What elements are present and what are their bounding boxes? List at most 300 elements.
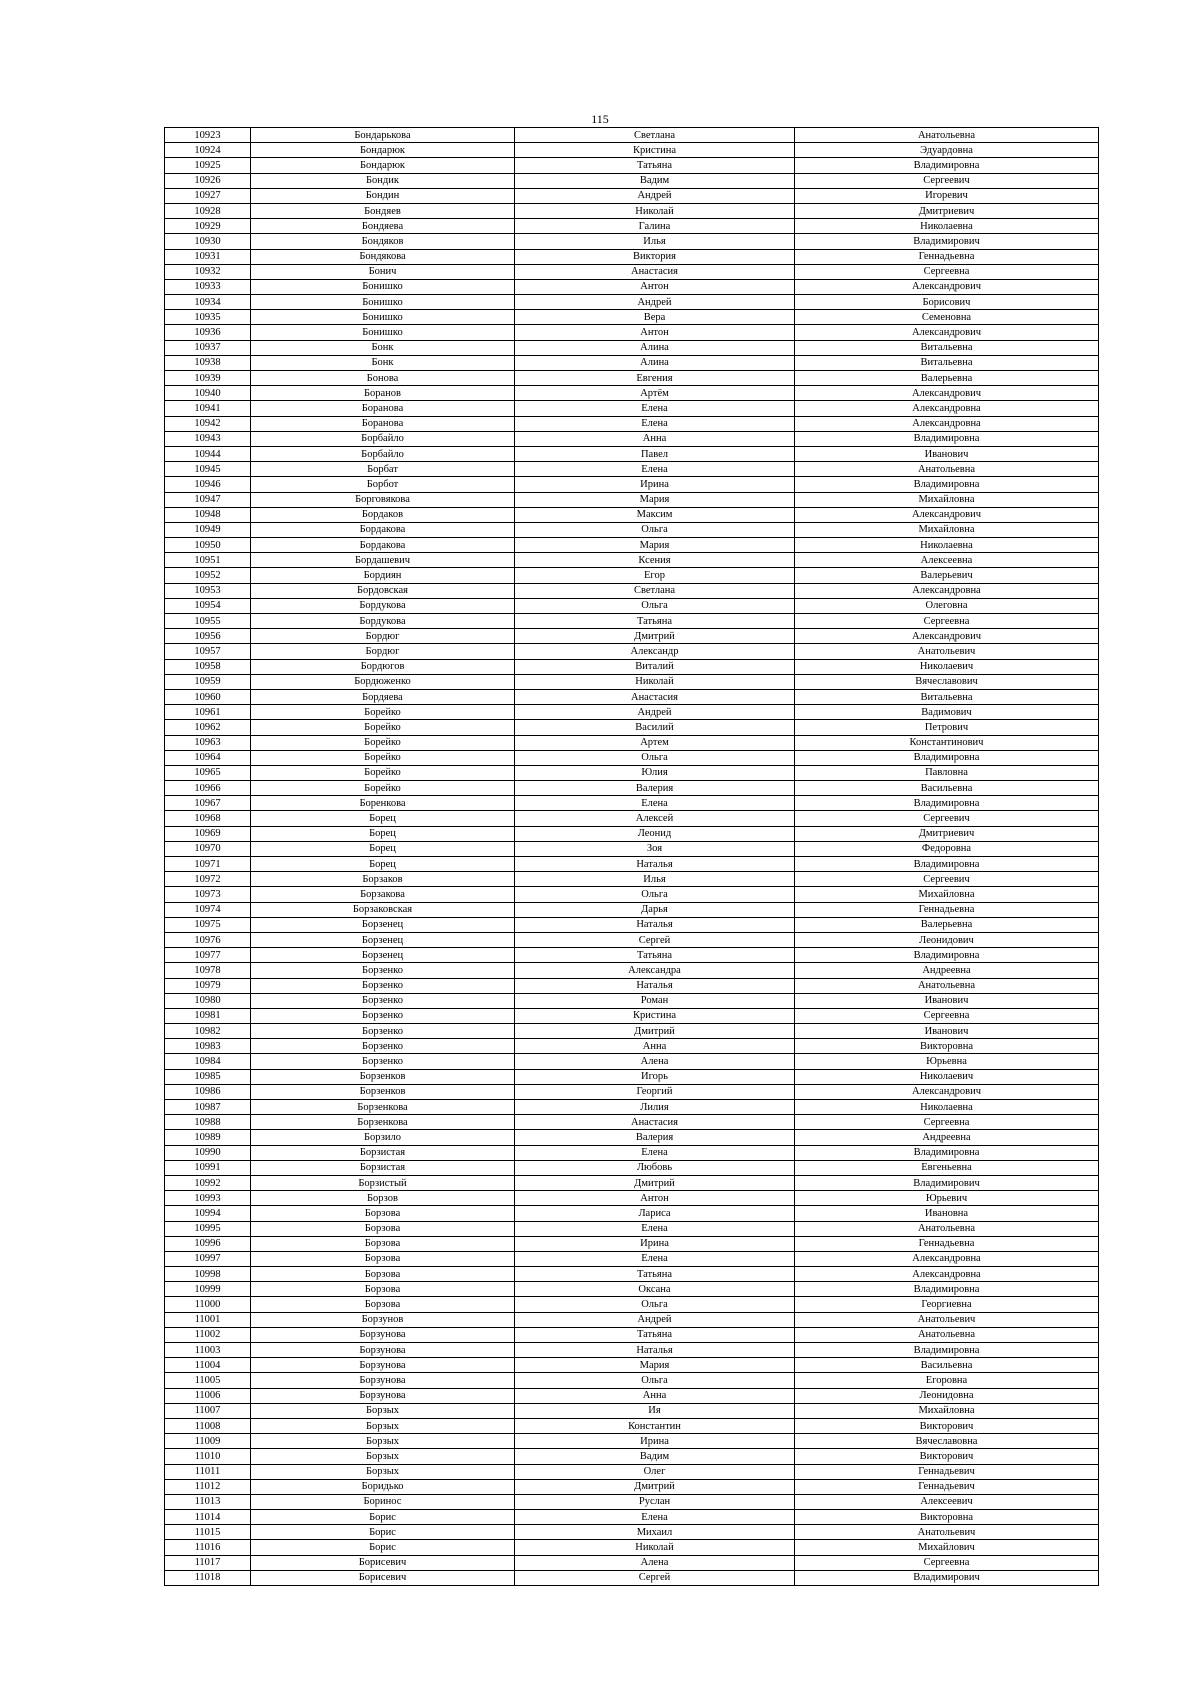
last-name-cell: Борзунов bbox=[251, 1312, 515, 1327]
first-name-cell: Лариса bbox=[515, 1206, 795, 1221]
record-number-cell: 10948 bbox=[165, 507, 251, 522]
first-name-cell: Егор bbox=[515, 568, 795, 583]
record-number-cell: 10932 bbox=[165, 264, 251, 279]
last-name-cell: Бордашевич bbox=[251, 553, 515, 568]
first-name-cell: Ольга bbox=[515, 887, 795, 902]
patronymic-cell: Александровна bbox=[795, 1267, 1099, 1282]
record-number-cell: 10944 bbox=[165, 446, 251, 461]
last-name-cell: Бонова bbox=[251, 371, 515, 386]
patronymic-cell: Юрьевич bbox=[795, 1191, 1099, 1206]
last-name-cell: Борец bbox=[251, 811, 515, 826]
record-number-cell: 10994 bbox=[165, 1206, 251, 1221]
last-name-cell: Бондарькова bbox=[251, 128, 515, 143]
patronymic-cell: Анатольевна bbox=[795, 1221, 1099, 1236]
record-number-cell: 10998 bbox=[165, 1267, 251, 1282]
first-name-cell: Ольга bbox=[515, 750, 795, 765]
record-number-cell: 11008 bbox=[165, 1418, 251, 1433]
record-number-cell: 11014 bbox=[165, 1510, 251, 1525]
last-name-cell: Борзых bbox=[251, 1403, 515, 1418]
first-name-cell: Ия bbox=[515, 1403, 795, 1418]
table-row bbox=[165, 158, 1099, 173]
table-row bbox=[165, 1130, 1099, 1145]
record-number-cell: 10953 bbox=[165, 583, 251, 598]
last-name-cell: Борзенец bbox=[251, 948, 515, 963]
record-number-cell: 11006 bbox=[165, 1388, 251, 1403]
last-name-cell: Борговякова bbox=[251, 492, 515, 507]
patronymic-cell: Борисович bbox=[795, 295, 1099, 310]
table-row bbox=[165, 1312, 1099, 1327]
table-row bbox=[165, 279, 1099, 294]
patronymic-cell: Эдуардовна bbox=[795, 143, 1099, 158]
last-name-cell: Борзых bbox=[251, 1464, 515, 1479]
patronymic-cell: Валерьевна bbox=[795, 371, 1099, 386]
record-number-cell: 10959 bbox=[165, 674, 251, 689]
record-number-cell: 11004 bbox=[165, 1358, 251, 1373]
last-name-cell: Бордюг bbox=[251, 644, 515, 659]
record-number-cell: 11000 bbox=[165, 1297, 251, 1312]
table-row bbox=[165, 1373, 1099, 1388]
table-row bbox=[165, 477, 1099, 492]
first-name-cell: Светлана bbox=[515, 583, 795, 598]
patronymic-cell: Анатольевна bbox=[795, 1327, 1099, 1342]
patronymic-cell: Георгиевна bbox=[795, 1297, 1099, 1312]
table-row bbox=[165, 1206, 1099, 1221]
patronymic-cell: Владимировна bbox=[795, 750, 1099, 765]
patronymic-cell: Сергеевна bbox=[795, 614, 1099, 629]
patronymic-cell: Александровна bbox=[795, 1251, 1099, 1266]
patronymic-cell: Викторовна bbox=[795, 1510, 1099, 1525]
table-row bbox=[165, 872, 1099, 887]
record-number-cell: 10995 bbox=[165, 1221, 251, 1236]
patronymic-cell: Олеговна bbox=[795, 598, 1099, 613]
record-number-cell: 10990 bbox=[165, 1145, 251, 1160]
record-number-cell: 10940 bbox=[165, 386, 251, 401]
first-name-cell: Татьяна bbox=[515, 158, 795, 173]
first-name-cell: Сергей bbox=[515, 1570, 795, 1585]
record-number-cell: 10970 bbox=[165, 841, 251, 856]
first-name-cell: Галина bbox=[515, 219, 795, 234]
record-number-cell: 10982 bbox=[165, 1024, 251, 1039]
last-name-cell: Борис bbox=[251, 1525, 515, 1540]
record-number-cell: 10928 bbox=[165, 203, 251, 218]
last-name-cell: Бондин bbox=[251, 188, 515, 203]
last-name-cell: Бонишко bbox=[251, 295, 515, 310]
record-number-cell: 10946 bbox=[165, 477, 251, 492]
record-number-cell: 10989 bbox=[165, 1130, 251, 1145]
record-number-cell: 11005 bbox=[165, 1373, 251, 1388]
record-number-cell: 10942 bbox=[165, 416, 251, 431]
first-name-cell: Дмитрий bbox=[515, 1175, 795, 1190]
table-row bbox=[165, 492, 1099, 507]
patronymic-cell: Ивановна bbox=[795, 1206, 1099, 1221]
patronymic-cell: Леонидович bbox=[795, 932, 1099, 947]
first-name-cell: Антон bbox=[515, 1191, 795, 1206]
last-name-cell: Борейко bbox=[251, 705, 515, 720]
last-name-cell: Борбот bbox=[251, 477, 515, 492]
table-row bbox=[165, 1525, 1099, 1540]
table-row bbox=[165, 932, 1099, 947]
table-row bbox=[165, 948, 1099, 963]
last-name-cell: Бондяев bbox=[251, 203, 515, 218]
first-name-cell: Андрей bbox=[515, 1312, 795, 1327]
record-number-cell: 10938 bbox=[165, 355, 251, 370]
record-number-cell: 10971 bbox=[165, 857, 251, 872]
last-name-cell: Борзенко bbox=[251, 1024, 515, 1039]
first-name-cell: Анна bbox=[515, 431, 795, 446]
first-name-cell: Сергей bbox=[515, 932, 795, 947]
last-name-cell: Борзова bbox=[251, 1221, 515, 1236]
last-name-cell: Борисевич bbox=[251, 1570, 515, 1585]
table-row bbox=[165, 720, 1099, 735]
first-name-cell: Алина bbox=[515, 355, 795, 370]
patronymic-cell: Владимировна bbox=[795, 1343, 1099, 1358]
first-name-cell: Василий bbox=[515, 720, 795, 735]
first-name-cell: Дмитрий bbox=[515, 629, 795, 644]
first-name-cell: Анастасия bbox=[515, 689, 795, 704]
first-name-cell: Руслан bbox=[515, 1494, 795, 1509]
first-name-cell: Мария bbox=[515, 538, 795, 553]
patronymic-cell: Сергеевич bbox=[795, 173, 1099, 188]
first-name-cell: Наталья bbox=[515, 917, 795, 932]
last-name-cell: Борзенец bbox=[251, 917, 515, 932]
last-name-cell: Бонк bbox=[251, 340, 515, 355]
patronymic-cell: Анатольевич bbox=[795, 1525, 1099, 1540]
last-name-cell: Борец bbox=[251, 841, 515, 856]
table-row bbox=[165, 188, 1099, 203]
record-number-cell: 10965 bbox=[165, 765, 251, 780]
last-name-cell: Бордакова bbox=[251, 538, 515, 553]
patronymic-cell: Витальевна bbox=[795, 355, 1099, 370]
record-number-cell: 11002 bbox=[165, 1327, 251, 1342]
last-name-cell: Бордаков bbox=[251, 507, 515, 522]
record-number-cell: 11009 bbox=[165, 1434, 251, 1449]
last-name-cell: Борец bbox=[251, 857, 515, 872]
table-row bbox=[165, 1358, 1099, 1373]
first-name-cell: Алексей bbox=[515, 811, 795, 826]
patronymic-cell: Александрович bbox=[795, 386, 1099, 401]
record-number-cell: 10950 bbox=[165, 538, 251, 553]
first-name-cell: Ольга bbox=[515, 598, 795, 613]
first-name-cell: Елена bbox=[515, 401, 795, 416]
patronymic-cell: Васильевна bbox=[795, 1358, 1099, 1373]
last-name-cell: Борзенко bbox=[251, 993, 515, 1008]
last-name-cell: Бордовская bbox=[251, 583, 515, 598]
record-number-cell: 10969 bbox=[165, 826, 251, 841]
first-name-cell: Виктория bbox=[515, 249, 795, 264]
patronymic-cell: Геннадьевич bbox=[795, 1464, 1099, 1479]
first-name-cell: Елена bbox=[515, 1510, 795, 1525]
table-row bbox=[165, 583, 1099, 598]
record-number-cell: 10954 bbox=[165, 598, 251, 613]
table-row bbox=[165, 1418, 1099, 1433]
first-name-cell: Валерия bbox=[515, 1130, 795, 1145]
record-number-cell: 10925 bbox=[165, 158, 251, 173]
first-name-cell: Светлана bbox=[515, 128, 795, 143]
last-name-cell: Борзакова bbox=[251, 887, 515, 902]
last-name-cell: Борис bbox=[251, 1510, 515, 1525]
last-name-cell: Бордукова bbox=[251, 598, 515, 613]
patronymic-cell: Анатольевич bbox=[795, 644, 1099, 659]
patronymic-cell: Андреевна bbox=[795, 963, 1099, 978]
first-name-cell: Татьяна bbox=[515, 1327, 795, 1342]
last-name-cell: Борбайло bbox=[251, 446, 515, 461]
table-row bbox=[165, 568, 1099, 583]
last-name-cell: Боридько bbox=[251, 1479, 515, 1494]
record-number-cell: 10993 bbox=[165, 1191, 251, 1206]
table-row bbox=[165, 1570, 1099, 1585]
first-name-cell: Елена bbox=[515, 796, 795, 811]
first-name-cell: Николай bbox=[515, 674, 795, 689]
last-name-cell: Борзистая bbox=[251, 1160, 515, 1175]
table-row bbox=[165, 765, 1099, 780]
record-number-cell: 10966 bbox=[165, 781, 251, 796]
last-name-cell: Бонишко bbox=[251, 325, 515, 340]
table-row bbox=[165, 993, 1099, 1008]
last-name-cell: Борзых bbox=[251, 1418, 515, 1433]
patronymic-cell: Александровна bbox=[795, 583, 1099, 598]
first-name-cell: Олег bbox=[515, 1464, 795, 1479]
patronymic-cell: Федоровна bbox=[795, 841, 1099, 856]
table-row bbox=[165, 1100, 1099, 1115]
last-name-cell: Бордукова bbox=[251, 614, 515, 629]
last-name-cell: Боранова bbox=[251, 416, 515, 431]
record-number-cell: 11017 bbox=[165, 1555, 251, 1570]
table-row bbox=[165, 416, 1099, 431]
last-name-cell: Борзенко bbox=[251, 1039, 515, 1054]
patronymic-cell: Анатольевна bbox=[795, 462, 1099, 477]
table-row bbox=[165, 234, 1099, 249]
table-row bbox=[165, 264, 1099, 279]
first-name-cell: Георгий bbox=[515, 1084, 795, 1099]
first-name-cell: Анна bbox=[515, 1039, 795, 1054]
last-name-cell: Борец bbox=[251, 826, 515, 841]
table-row bbox=[165, 1388, 1099, 1403]
first-name-cell: Ксения bbox=[515, 553, 795, 568]
last-name-cell: Бондарюк bbox=[251, 143, 515, 158]
patronymic-cell: Александрович bbox=[795, 1084, 1099, 1099]
table-row bbox=[165, 538, 1099, 553]
table-row bbox=[165, 325, 1099, 340]
record-number-cell: 10967 bbox=[165, 796, 251, 811]
record-number-cell: 11015 bbox=[165, 1525, 251, 1540]
last-name-cell: Бонич bbox=[251, 264, 515, 279]
last-name-cell: Бонк bbox=[251, 355, 515, 370]
patronymic-cell: Владимировна bbox=[795, 857, 1099, 872]
patronymic-cell: Семеновна bbox=[795, 310, 1099, 325]
record-number-cell: 11011 bbox=[165, 1464, 251, 1479]
patronymic-cell: Дмитриевич bbox=[795, 203, 1099, 218]
first-name-cell: Артём bbox=[515, 386, 795, 401]
first-name-cell: Наталья bbox=[515, 857, 795, 872]
record-number-cell: 10984 bbox=[165, 1054, 251, 1069]
record-number-cell: 10976 bbox=[165, 932, 251, 947]
last-name-cell: Бордиян bbox=[251, 568, 515, 583]
table-row bbox=[165, 143, 1099, 158]
patronymic-cell: Владимировна bbox=[795, 431, 1099, 446]
last-name-cell: Борейко bbox=[251, 750, 515, 765]
last-name-cell: Борзенков bbox=[251, 1069, 515, 1084]
last-name-cell: Борзенко bbox=[251, 1054, 515, 1069]
record-number-cell: 11012 bbox=[165, 1479, 251, 1494]
table-row bbox=[165, 1267, 1099, 1282]
record-number-cell: 10934 bbox=[165, 295, 251, 310]
record-number-cell: 10945 bbox=[165, 462, 251, 477]
patronymic-cell: Владимирович bbox=[795, 1570, 1099, 1585]
last-name-cell: Борзунова bbox=[251, 1358, 515, 1373]
table-row bbox=[165, 1115, 1099, 1130]
first-name-cell: Кристина bbox=[515, 1008, 795, 1023]
patronymic-cell: Александрович bbox=[795, 325, 1099, 340]
last-name-cell: Бондарюк bbox=[251, 158, 515, 173]
page-number: 115 bbox=[591, 112, 609, 126]
last-name-cell: Бондяков bbox=[251, 234, 515, 249]
first-name-cell: Алина bbox=[515, 340, 795, 355]
table-row bbox=[165, 659, 1099, 674]
table-row bbox=[165, 1039, 1099, 1054]
patronymic-cell: Сергеевич bbox=[795, 872, 1099, 887]
patronymic-cell: Анатольевна bbox=[795, 128, 1099, 143]
last-name-cell: Борзило bbox=[251, 1130, 515, 1145]
record-number-cell: 10999 bbox=[165, 1282, 251, 1297]
first-name-cell: Ольга bbox=[515, 1297, 795, 1312]
table-row bbox=[165, 295, 1099, 310]
patronymic-cell: Алексеевич bbox=[795, 1494, 1099, 1509]
table-row bbox=[165, 644, 1099, 659]
table-row bbox=[165, 1024, 1099, 1039]
record-number-cell: 10926 bbox=[165, 173, 251, 188]
first-name-cell: Николай bbox=[515, 203, 795, 218]
last-name-cell: Борзунова bbox=[251, 1343, 515, 1358]
last-name-cell: Борзаковская bbox=[251, 902, 515, 917]
first-name-cell: Вадим bbox=[515, 1449, 795, 1464]
first-name-cell: Андрей bbox=[515, 705, 795, 720]
patronymic-cell: Михайловна bbox=[795, 1403, 1099, 1418]
table-row bbox=[165, 401, 1099, 416]
patronymic-cell: Геннадьевна bbox=[795, 902, 1099, 917]
first-name-cell: Дмитрий bbox=[515, 1479, 795, 1494]
table-row bbox=[165, 705, 1099, 720]
patronymic-cell: Дмитриевич bbox=[795, 826, 1099, 841]
patronymic-cell: Владимирович bbox=[795, 234, 1099, 249]
first-name-cell: Ирина bbox=[515, 1236, 795, 1251]
table-row bbox=[165, 1479, 1099, 1494]
first-name-cell: Николай bbox=[515, 1540, 795, 1555]
table-row bbox=[165, 826, 1099, 841]
patronymic-cell: Николаевич bbox=[795, 1069, 1099, 1084]
table-row bbox=[165, 841, 1099, 856]
last-name-cell: Бордюгов bbox=[251, 659, 515, 674]
last-name-cell: Борейко bbox=[251, 720, 515, 735]
patronymic-cell: Сергеевна bbox=[795, 1115, 1099, 1130]
patronymic-cell: Геннадьевна bbox=[795, 1236, 1099, 1251]
first-name-cell: Андрей bbox=[515, 188, 795, 203]
first-name-cell: Вера bbox=[515, 310, 795, 325]
last-name-cell: Борзова bbox=[251, 1282, 515, 1297]
patronymic-cell: Сергеевна bbox=[795, 264, 1099, 279]
table-row bbox=[165, 1160, 1099, 1175]
table-row bbox=[165, 1069, 1099, 1084]
last-name-cell: Борзов bbox=[251, 1191, 515, 1206]
record-number-cell: 10933 bbox=[165, 279, 251, 294]
record-number-cell: 10975 bbox=[165, 917, 251, 932]
last-name-cell: Бондяева bbox=[251, 219, 515, 234]
first-name-cell: Алена bbox=[515, 1054, 795, 1069]
table-row bbox=[165, 1175, 1099, 1190]
first-name-cell: Александр bbox=[515, 644, 795, 659]
record-number-cell: 10949 bbox=[165, 522, 251, 537]
table-row bbox=[165, 1297, 1099, 1312]
table-row bbox=[165, 173, 1099, 188]
record-number-cell: 10983 bbox=[165, 1039, 251, 1054]
patronymic-cell: Викторовна bbox=[795, 1039, 1099, 1054]
last-name-cell: Борзунова bbox=[251, 1388, 515, 1403]
record-number-cell: 10941 bbox=[165, 401, 251, 416]
table-row bbox=[165, 1494, 1099, 1509]
patronymic-cell: Юрьевна bbox=[795, 1054, 1099, 1069]
last-name-cell: Боранова bbox=[251, 401, 515, 416]
first-name-cell: Артем bbox=[515, 735, 795, 750]
first-name-cell: Константин bbox=[515, 1418, 795, 1433]
table-row bbox=[165, 1449, 1099, 1464]
first-name-cell: Кристина bbox=[515, 143, 795, 158]
table-row bbox=[165, 735, 1099, 750]
last-name-cell: Боринос bbox=[251, 1494, 515, 1509]
last-name-cell: Борзаков bbox=[251, 872, 515, 887]
record-number-cell: 10981 bbox=[165, 1008, 251, 1023]
first-name-cell: Максим bbox=[515, 507, 795, 522]
first-name-cell: Елена bbox=[515, 1145, 795, 1160]
table-row bbox=[165, 1282, 1099, 1297]
table-row bbox=[165, 1084, 1099, 1099]
last-name-cell: Борейко bbox=[251, 735, 515, 750]
first-name-cell: Зоя bbox=[515, 841, 795, 856]
last-name-cell: Борбат bbox=[251, 462, 515, 477]
patronymic-cell: Михайловна bbox=[795, 522, 1099, 537]
table-row bbox=[165, 689, 1099, 704]
patronymic-cell: Витальевна bbox=[795, 689, 1099, 704]
record-number-cell: 10956 bbox=[165, 629, 251, 644]
last-name-cell: Бордакова bbox=[251, 522, 515, 537]
patronymic-cell: Владимировна bbox=[795, 477, 1099, 492]
record-number-cell: 11016 bbox=[165, 1540, 251, 1555]
last-name-cell: Борзенкова bbox=[251, 1115, 515, 1130]
table-row bbox=[165, 1236, 1099, 1251]
first-name-cell: Татьяна bbox=[515, 948, 795, 963]
record-number-cell: 10964 bbox=[165, 750, 251, 765]
last-name-cell: Борбайло bbox=[251, 431, 515, 446]
table-row bbox=[165, 386, 1099, 401]
patronymic-cell: Васильевна bbox=[795, 781, 1099, 796]
record-number-cell: 10923 bbox=[165, 128, 251, 143]
last-name-cell: Борейко bbox=[251, 765, 515, 780]
patronymic-cell: Константинович bbox=[795, 735, 1099, 750]
last-name-cell: Борзунова bbox=[251, 1373, 515, 1388]
last-name-cell: Борзунова bbox=[251, 1327, 515, 1342]
table-row bbox=[165, 219, 1099, 234]
record-number-cell: 10961 bbox=[165, 705, 251, 720]
patronymic-cell: Егоровна bbox=[795, 1373, 1099, 1388]
first-name-cell: Елена bbox=[515, 462, 795, 477]
record-number-cell: 10974 bbox=[165, 902, 251, 917]
patronymic-cell: Алексеевна bbox=[795, 553, 1099, 568]
patronymic-cell: Геннадьевич bbox=[795, 1479, 1099, 1494]
first-name-cell: Ирина bbox=[515, 1434, 795, 1449]
table-row bbox=[165, 917, 1099, 932]
patronymic-cell: Викторович bbox=[795, 1418, 1099, 1433]
patronymic-cell: Валерьевич bbox=[795, 568, 1099, 583]
table-row bbox=[165, 249, 1099, 264]
table-row bbox=[165, 1145, 1099, 1160]
